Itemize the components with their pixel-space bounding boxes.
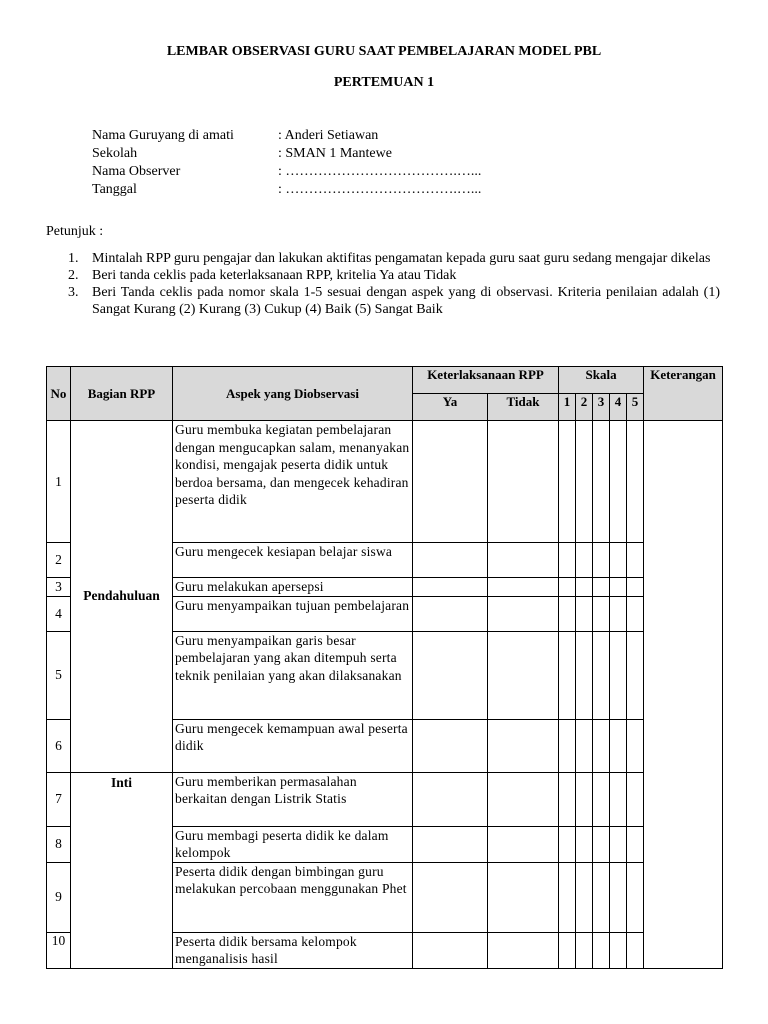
info-row-tanggal <box>92 181 481 199</box>
scale-cell[interactable] <box>576 719 593 772</box>
scale-cell[interactable] <box>593 862 610 932</box>
scale-cell[interactable] <box>559 719 576 772</box>
scale-cell[interactable] <box>627 932 644 968</box>
instruction-number: 2. <box>68 268 79 283</box>
scale-cell[interactable] <box>610 932 627 968</box>
observation-table <box>46 366 723 969</box>
instruction-number: 1. <box>68 251 79 266</box>
info-value: : Anderi Setiawan <box>278 128 379 143</box>
scale-cell[interactable] <box>576 826 593 862</box>
aspek-cell: Peserta didik dengan bimbingan guru melakukan percobaan menggunakan Phet <box>173 862 413 932</box>
scale-cell[interactable] <box>610 862 627 932</box>
scale-cell[interactable] <box>627 826 644 862</box>
scale-cell[interactable] <box>593 421 610 543</box>
scale-cell[interactable] <box>627 631 644 719</box>
scale-cell[interactable] <box>559 631 576 719</box>
header-scale-1: 1 <box>559 394 576 421</box>
header-scale-3: 3 <box>593 394 610 421</box>
scale-cell[interactable] <box>559 596 576 631</box>
info-label: Nama Guruyang di amati <box>92 128 234 143</box>
scale-cell[interactable] <box>576 631 593 719</box>
scale-cell[interactable] <box>559 826 576 862</box>
scale-cell[interactable] <box>593 631 610 719</box>
tidak-cell[interactable] <box>488 862 559 932</box>
tidak-cell[interactable] <box>488 596 559 631</box>
ya-cell[interactable] <box>413 772 488 826</box>
info-label: Nama Observer <box>92 164 181 179</box>
row-number: 8 <box>47 826 71 862</box>
scale-cell[interactable] <box>593 596 610 631</box>
row-number: 7 <box>47 772 71 826</box>
header-scale-2: 2 <box>576 394 593 421</box>
ya-cell[interactable] <box>413 596 488 631</box>
instruction-item <box>46 284 720 318</box>
scale-cell[interactable] <box>576 578 593 597</box>
scale-cell[interactable] <box>559 862 576 932</box>
section-inti: Inti <box>71 772 173 968</box>
header-no: No <box>47 367 71 421</box>
header-scale-4: 4 <box>610 394 627 421</box>
scale-cell[interactable] <box>559 578 576 597</box>
instruction-list <box>46 250 720 318</box>
scale-cell[interactable] <box>627 772 644 826</box>
row-number: 1 <box>47 421 71 543</box>
scale-cell[interactable] <box>559 421 576 543</box>
aspek-cell: Guru mengecek kemampuan awal peserta didik <box>173 719 413 772</box>
scale-cell[interactable] <box>576 543 593 578</box>
scale-cell[interactable] <box>593 932 610 968</box>
instruction-item <box>46 267 720 284</box>
section-pendahuluan: Pendahuluan <box>71 421 173 773</box>
scale-cell[interactable] <box>627 596 644 631</box>
ya-cell[interactable] <box>413 719 488 772</box>
header-keterlaksanaan: Keterlaksanaan RPP <box>413 367 559 394</box>
scale-cell[interactable] <box>610 826 627 862</box>
tidak-cell[interactable] <box>488 719 559 772</box>
row-number: 6 <box>47 719 71 772</box>
scale-cell[interactable] <box>610 578 627 597</box>
ya-cell[interactable] <box>413 862 488 932</box>
tidak-cell[interactable] <box>488 631 559 719</box>
info-block <box>92 127 481 199</box>
scale-cell[interactable] <box>559 543 576 578</box>
header-skala: Skala <box>559 367 644 394</box>
tidak-cell[interactable] <box>488 543 559 578</box>
scale-cell[interactable] <box>610 543 627 578</box>
scale-cell[interactable] <box>610 421 627 543</box>
table-row <box>47 772 723 826</box>
scale-cell[interactable] <box>593 578 610 597</box>
row-number: 2 <box>47 543 71 578</box>
document-subtitle: PERTEMUAN 1 <box>333 75 435 90</box>
header-aspek: Aspek yang Diobservasi <box>173 367 413 421</box>
tidak-cell[interactable] <box>488 932 559 968</box>
tidak-cell[interactable] <box>488 772 559 826</box>
scale-cell[interactable] <box>610 631 627 719</box>
aspek-cell: Guru menyampaikan tujuan pembelajaran <box>173 596 413 631</box>
info-value: : SMAN 1 Mantewe <box>278 146 392 161</box>
document-title: LEMBAR OBSERVASI GURU SAAT PEMBELAJARAN MODEL PBL <box>166 44 602 59</box>
scale-cell[interactable] <box>610 719 627 772</box>
aspek-cell: Peserta didik bersama kelompok menganalisis hasil <box>173 932 413 968</box>
scale-cell[interactable] <box>593 826 610 862</box>
scale-cell[interactable] <box>576 932 593 968</box>
scale-cell[interactable] <box>627 719 644 772</box>
scale-cell[interactable] <box>559 772 576 826</box>
header-scale-5: 5 <box>627 394 644 421</box>
header-keterangan: Keterangan <box>644 367 723 421</box>
tidak-cell[interactable] <box>488 826 559 862</box>
aspek-cell: Guru membagi peserta didik ke dalam kelompok <box>173 826 413 862</box>
instruction-text: Beri tanda ceklis pada keterlaksanaan RPP, kritelia Ya atau Tidak <box>92 268 457 283</box>
scale-cell[interactable] <box>610 596 627 631</box>
scale-cell[interactable] <box>627 421 644 543</box>
row-number: 10 <box>47 932 71 968</box>
scale-cell[interactable] <box>593 543 610 578</box>
info-value: : ……………………………….…... <box>278 182 482 197</box>
aspek-cell: Guru memberikan permasalahan berkaitan dengan Listrik Statis <box>173 772 413 826</box>
header-bagian-rpp: Bagian RPP <box>71 367 173 421</box>
ya-cell[interactable] <box>413 543 488 578</box>
aspek-cell: Guru menyampaikan garis besar pembelajaran yang akan ditempuh serta teknik penilaian yang akan dilaksanakan <box>173 631 413 719</box>
instruction-item <box>46 250 720 267</box>
ya-cell[interactable] <box>413 578 488 597</box>
header-ya: Ya <box>413 394 488 421</box>
instruction-text: Beri Tanda ceklis pada nomor skala 1-5 sesuai dengan aspek yang di observasi. Kriteria penilaian adalah (1) Sangat Kurang (2) Kurang (3) Cukup (4) Baik (5) Sangat Baik <box>92 285 720 317</box>
info-row-guru <box>92 127 481 145</box>
info-value: : ……………………………….…... <box>278 164 482 179</box>
ya-cell[interactable] <box>413 421 488 543</box>
ya-cell[interactable] <box>413 631 488 719</box>
instruction-text: Mintalah RPP guru pengajar dan lakukan aktifitas pengamatan kepada guru saat guru sedang mengajar dikelas <box>92 251 711 266</box>
aspek-cell: Guru mengecek kesiapan belajar siswa <box>173 543 413 578</box>
row-number: 4 <box>47 596 71 631</box>
aspek-cell: Guru melakukan apersepsi <box>173 578 413 597</box>
header-tidak: Tidak <box>488 394 559 421</box>
row-number: 5 <box>47 631 71 719</box>
info-row-observer <box>92 163 481 181</box>
scale-cell[interactable] <box>559 932 576 968</box>
scale-cell[interactable] <box>593 719 610 772</box>
scale-cell[interactable] <box>627 578 644 597</box>
tidak-cell[interactable] <box>488 578 559 597</box>
aspek-cell: Guru membuka kegiatan pembelajaran dengan mengucapkan salam, menanyakan kondisi, mengajak peserta didik untuk berdoa bersama, dan mengecek kehadiran peserta didik <box>173 421 413 543</box>
scale-cell[interactable] <box>576 772 593 826</box>
info-row-sekolah <box>92 145 481 163</box>
scale-cell[interactable] <box>576 596 593 631</box>
scale-cell[interactable] <box>576 421 593 543</box>
scale-cell[interactable] <box>576 862 593 932</box>
scale-cell[interactable] <box>610 772 627 826</box>
scale-cell[interactable] <box>593 772 610 826</box>
tidak-cell[interactable] <box>488 421 559 543</box>
petunjuk-label: Petunjuk : <box>46 224 104 239</box>
row-number: 3 <box>47 578 71 597</box>
ya-cell[interactable] <box>413 932 488 968</box>
scale-cell[interactable] <box>627 862 644 932</box>
scale-cell[interactable] <box>627 543 644 578</box>
ya-cell[interactable] <box>413 826 488 862</box>
info-label: Tanggal <box>92 182 137 197</box>
info-label: Sekolah <box>92 146 138 161</box>
instruction-number: 3. <box>68 285 79 300</box>
table-row <box>47 421 723 543</box>
keterangan-cell[interactable] <box>644 421 723 969</box>
row-number: 9 <box>47 862 71 932</box>
